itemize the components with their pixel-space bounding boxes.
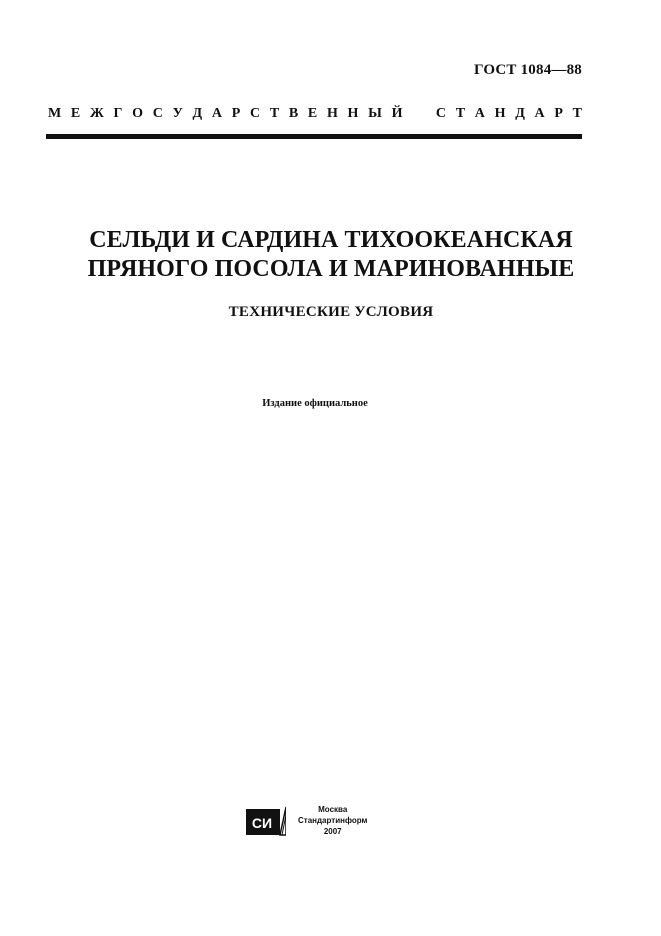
standard-type-heading	[48, 106, 582, 122]
standard-type-letter: Е	[307, 106, 318, 121]
standard-type-letter: Н	[494, 106, 506, 121]
standard-type-letter: Н	[347, 106, 359, 121]
header-rule	[46, 134, 582, 139]
word-gap	[412, 106, 426, 122]
standard-type-letter: М	[48, 106, 62, 121]
gost-number: ГОСТ 1084—88	[473, 62, 582, 78]
publisher-block	[246, 804, 367, 837]
standard-type-letter: С	[152, 106, 163, 121]
standard-type-letter: Г	[113, 106, 123, 121]
standard-type-letter: Ж	[89, 106, 104, 121]
title-block	[40, 226, 622, 321]
publisher-text	[298, 804, 367, 837]
standard-type-letter: Р	[554, 106, 563, 121]
standard-type-letter: О	[132, 106, 144, 121]
standard-type-letter: С	[249, 106, 261, 121]
standard-type-letter: Т	[572, 106, 582, 121]
standard-type-letter: Ы	[368, 106, 382, 121]
standard-type-letter: Т	[269, 106, 280, 121]
standard-type-letter: Е	[70, 106, 81, 121]
standard-type-letter: Т	[455, 106, 466, 121]
standard-type-letter: Й	[391, 106, 403, 121]
edition-note: Издание официальное	[262, 398, 368, 409]
document-title-line-2: ПРЯНОГО ПОСОЛА И МАРИНОВАННЫЕ	[87, 256, 575, 282]
standard-type-letter: У	[172, 106, 183, 121]
standard-type-letter: А	[534, 106, 545, 121]
document-title	[40, 226, 622, 284]
standard-type-letter: Д	[515, 106, 525, 121]
publisher-name: Стандартинформ	[298, 816, 368, 825]
document-title-line-1: СЕЛЬДИ И САРДИНА ТИХООКЕАНСКАЯ	[89, 227, 573, 253]
publisher-city: Москва	[318, 805, 348, 814]
standard-type-letter: А	[211, 106, 223, 121]
standard-type-letter: С	[435, 106, 447, 121]
standard-type-letter: В	[288, 106, 299, 121]
standard-type-letter: А	[474, 106, 485, 121]
publisher-year: 2007	[323, 827, 342, 836]
document-subtitle: ТЕХНИЧЕСКИЕ УСЛОВИЯ	[228, 304, 434, 320]
publisher-logo-text: СИ	[251, 814, 273, 831]
standard-type-letter: Н	[326, 106, 338, 121]
publisher-logo-icon	[246, 805, 286, 837]
standard-type-letter: Р	[231, 106, 241, 121]
standard-type-letter: Д	[192, 106, 203, 121]
